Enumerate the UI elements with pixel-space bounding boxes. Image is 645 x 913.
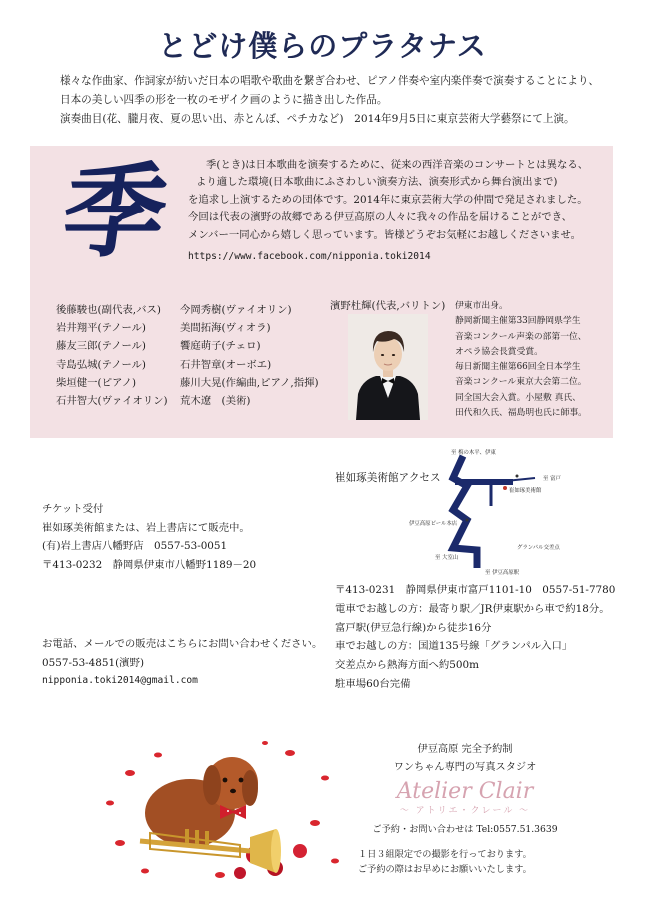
member-list-right: [180, 301, 319, 410]
map-label: 伊豆高原ビール本店: [409, 521, 458, 527]
bio-line: オペラ協会長賞受賞。: [455, 346, 543, 357]
about-line: を追求し上演するための団体です。2014年に東京芸術大学の仲間で発足されました。: [188, 193, 588, 206]
phone-line: お電話、メールでの販売はこちらにお問い合わせください。: [42, 638, 323, 650]
access-line: 富戸駅(伊豆急行線)から徒歩16分: [335, 621, 492, 634]
intro-line: 日本の美しい四季の形を一枚のモザイク画のように描き出した作品。: [60, 94, 388, 106]
access-line: 〒413-0231 静岡県伊東市富戸1101-10 0557-51-7780: [335, 584, 616, 596]
map-label: 至 富戸: [543, 476, 561, 482]
member-item: 石井智章(オーボエ): [180, 358, 272, 371]
ad-line: ワンちゃん専門の写真スタジオ: [393, 762, 537, 773]
member-item: 岩井翔平(テノール): [56, 322, 146, 335]
page-title: とどけ僕らのプラタナス: [158, 29, 487, 63]
ad-note-line: ご予約の際はお早めにお願いいたします。: [358, 863, 532, 875]
map-label: 崔如琢美術館: [509, 488, 542, 494]
ad-brand: Atelier Clair: [396, 779, 534, 804]
ticket-heading: チケット受付: [42, 503, 104, 515]
member-item: 柴垣健一(ピアノ): [56, 376, 137, 389]
member-item: 藤友三郎(テノール): [56, 340, 146, 353]
access-map: [395, 448, 600, 580]
about-line: メンバー一同心から嬉しく思っています。皆様どうぞお気軽にお越しくださいませ。: [188, 228, 581, 241]
intro-line: 演奏曲目(花、朧月夜、夏の思い出、赤とんぼ、ペチカなど) 2014年9月5日に東京芸術大学藝祭にて上演。: [60, 113, 575, 125]
bio-line: 田代和久氏、福島明也氏に師事。: [455, 408, 587, 419]
member-item: 石井智大(ヴァイオリン): [56, 395, 168, 408]
ad-note-line: １日３組限定での撮影を行っております。: [358, 849, 532, 860]
map-label: 至 梅の木平、伊東: [451, 450, 496, 456]
ad-dog-photo: [100, 733, 350, 883]
access-line: 電車でお越しの方：最寄り駅／JR伊東駅から車で約18分。: [335, 602, 610, 615]
map-roads: [395, 448, 600, 580]
ad-text: [350, 741, 580, 839]
map-label: グランパル交差点: [517, 545, 560, 551]
about-line: より適した環境(日本歌曲にふさわしい演奏方法、演奏形式から舞台演出まで): [196, 176, 558, 189]
about-line: 今回は代表の濱野の故郷である伊豆高原の人々に我々の作品を届けることができ、: [188, 211, 573, 224]
access-line: 駐車場60台完備: [335, 677, 411, 690]
access-info: [335, 581, 615, 694]
bio-line: 毎日新聞主催第66回全日本学生: [455, 362, 581, 373]
map-label: 至 伊豆高原駅: [485, 570, 520, 576]
member-item: 今岡秀樹(ヴァイオリン): [180, 304, 292, 316]
ad-contact: ご予約・お問い合わせは Tel:0557.51.3639: [372, 824, 558, 835]
access-line: 車でお越しの方：国道135号線「グランパル入口」: [335, 640, 573, 653]
ticket-line: 崔如琢美術館または、岩上書店にて販売中。: [42, 521, 250, 534]
bio-line: 静岡新聞主催第33回静岡県学生: [455, 316, 581, 327]
member-item: 荒木遼 (美術): [180, 395, 251, 408]
leader-portrait-image: [348, 314, 428, 420]
phone-number: 0557-53-4851(濱野): [42, 656, 145, 669]
bio-line: 同全国大会入賞。小屋敷 真氏、: [455, 392, 581, 403]
about-line: 季(とき)は日本歌曲を演奏するために、従来の西洋音楽のコンサートとは異なる、: [206, 159, 589, 171]
member-list-left: [56, 301, 168, 410]
bio-line: 音楽コンクール声楽の部第一位、: [455, 331, 587, 342]
bio-line: 音楽コンクール東京大会第二位。: [455, 377, 587, 388]
phone-email-info: [42, 635, 322, 691]
about-text: [188, 157, 608, 265]
leader-bio: [455, 299, 587, 421]
museum-pin-icon: [503, 486, 507, 490]
ad-note: [358, 848, 532, 877]
ticket-line: (有)岩上書店八幡野店 0557-53-0051: [42, 540, 228, 553]
ad-line: 伊豆高原 完全予約制: [417, 744, 513, 755]
access-line: 交差点から熱海方面へ約500m: [335, 659, 479, 672]
bio-line: 伊東市出身。: [455, 301, 508, 311]
intro-line: 様々な作曲家、作詞家が紡いだ日本の唱歌や歌曲を繋ぎ合わせ、ピアノ伴奏や室内楽伴奏で演奏することにより、: [60, 75, 600, 87]
member-item: 美間拓海(ヴィオラ): [180, 322, 271, 335]
intro-text: [60, 72, 620, 129]
ad-brand-kana: ～ アトリエ・クレール ～: [399, 806, 531, 816]
ticket-line: 〒413-0232 静岡県伊東市八幡野1189－20: [42, 558, 257, 571]
leader-name: 濱野杜輝(代表,バリトン): [330, 300, 446, 312]
facebook-link[interactable]: https://www.facebook.com/nipponia.toki2014: [188, 251, 431, 263]
access-title: 崔如琢美術館アクセス: [335, 472, 441, 484]
member-item: 後藤駿也(副代表,バス): [56, 304, 161, 316]
toki-logo: 季: [55, 152, 175, 272]
member-item: 寺島弘城(テノール): [56, 358, 146, 371]
dog-trumpet-image: [100, 733, 350, 883]
member-item: 饗庭萌子(チェロ): [180, 340, 261, 353]
email-link[interactable]: nipponia.toki2014@gmail.com: [42, 675, 198, 687]
map-label: 至 大室山: [435, 555, 459, 561]
ticket-info: [42, 500, 256, 574]
leader-photo: [348, 314, 428, 420]
member-item: 藤川大晃(作編曲,ピアノ,指揮): [180, 376, 319, 389]
